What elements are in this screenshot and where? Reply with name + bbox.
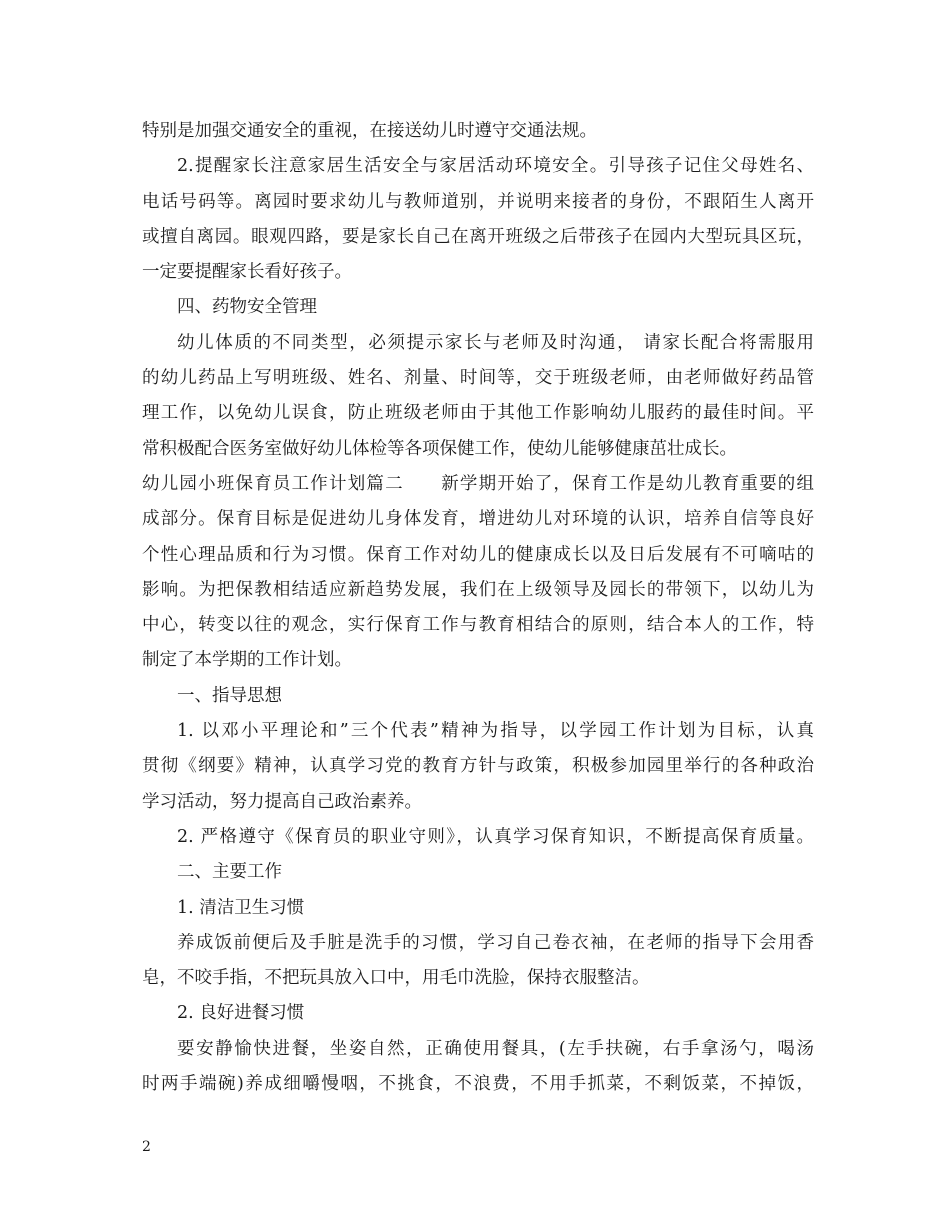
text-line: 要安静愉快进餐，坐姿自然，正确使用餐具，(左手扶碗，右手拿汤勺，喝汤 — [177, 1038, 814, 1059]
text-line: 个性心理品质和行为习惯。保育工作对幼儿的健康成长以及日后发展有不可嘀咕的 — [142, 544, 814, 565]
text-line: 幼儿体质的不同类型，必须提示家长与老师及时沟通， 请家长配合将需服用 — [177, 332, 814, 353]
page-number: 2 — [142, 1139, 151, 1155]
text-line: 1. 清洁卫生习惯 — [177, 897, 305, 918]
text-line: 制定了本学期的工作计划。 — [142, 650, 352, 671]
text-line: 成部分。保育目标是促进幼儿身体发育，增进幼儿对环境的认识，培养自信等良好 — [142, 509, 814, 530]
text-line: 学习活动，努力提高自己政治素养。 — [142, 791, 422, 812]
text-line: 四、药物安全管理 — [177, 297, 317, 318]
text-line: 电话号码等。离园时要求幼儿与教师道别，并说明来接者的身份，不跟陌生人离开 — [142, 191, 814, 212]
text-line: 养成饭前便后及手脏是洗手的习惯，学习自己卷衣袖，在老师的指导下会用香 — [177, 932, 814, 953]
text-line: 中心，转变以往的观念，实行保育工作与教育相结合的原则，结合本人的工作，特 — [142, 615, 814, 636]
text-line: 理工作，以免幼儿误食，防止班级老师由于其他工作影响幼儿服药的最佳时间。平 — [142, 403, 814, 424]
text-line: 2. 严格遵守《保育员的职业守则》，认真学习保育知识，不断提高保育质量。 — [177, 826, 814, 847]
text-line: 一、指导思想 — [177, 685, 282, 706]
text-line: 时两手端碗)养成细嚼慢咽，不挑食，不浪费，不用手抓菜，不剩饭菜，不掉饭， — [142, 1074, 814, 1095]
text-line: 二、主要工作 — [177, 862, 282, 883]
text-line: 或擅自离园。眼观四路，要是家长自己在离开班级之后带孩子在园内大型玩具区玩， — [142, 226, 814, 247]
text-line: 1. 以邓小平理论和”三个代表”精神为指导，以学园工作计划为目标，认真 — [177, 721, 814, 742]
text-line: 常积极配合医务室做好幼儿体检等各项保健工作，使幼儿能够健康茁壮成长。 — [142, 438, 737, 459]
text-line: 2. 良好进餐习惯 — [177, 1003, 305, 1024]
body-text — [142, 114, 814, 1102]
text-line: 贯彻《纲要》精神，认真学习党的教育方针与政策，积极参加园里举行的各种政治 — [142, 756, 814, 777]
text-line: 2.提醒家长注意家居生活安全与家居活动环境安全。引导孩子记住父母姓名、 — [177, 156, 814, 177]
text-line: 皂，不咬手指，不把玩具放入口中，用毛巾洗脸，保持衣服整洁。 — [142, 968, 650, 989]
text-line: 特别是加强交通安全的重视，在接送幼儿时遵守交通法规。 — [142, 121, 597, 141]
text-line: 影响。为把保教相结适应新趋势发展，我们在上级领导及园长的带领下，以幼儿为 — [142, 579, 814, 600]
text-line: 一定要提醒家长看好孩子。 — [142, 262, 352, 283]
text-line: 的幼儿药品上写明班级、姓名、剂量、时间等，交于班级老师，由老师做好药品管 — [142, 368, 814, 389]
text-line: 幼儿园小班保育员工作计划篇二 新学期开始了，保育工作是幼儿教育重要的组 — [142, 473, 814, 494]
